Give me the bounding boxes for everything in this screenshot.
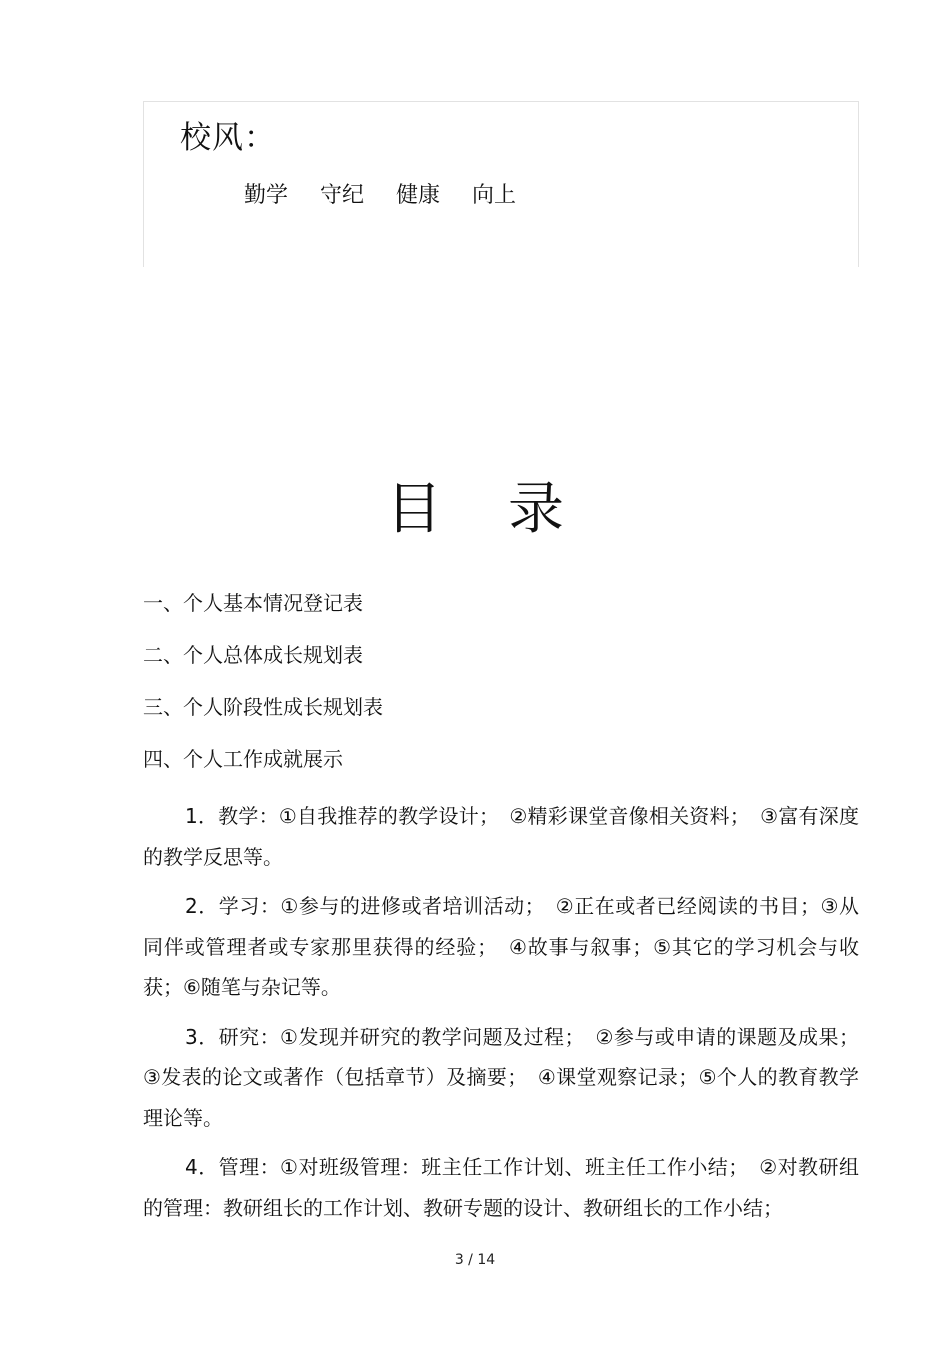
detail-paragraph-teaching: 1．教学：①自我推荐的教学设计； ②精彩课堂音像相关资料； ③富有深度的教学反思等。 — [143, 804, 859, 869]
motto-values — [244, 180, 516, 212]
motto-title: 校风： — [180, 120, 276, 156]
detail-paragraph-learning: 2．学习：①参与的进修或者培训活动； ②正在或者已经阅读的书目；③从同伴或管理者或专家那里获得的经验； ④故事与叙事；⑤其它的学习机会与收获；⑥随笔与杂记等。 — [143, 894, 859, 999]
toc-item: 四、个人工作成就展示 — [143, 747, 343, 771]
toc-title-char: 目 — [386, 477, 442, 542]
motto-value: 守纪 — [320, 183, 365, 208]
motto-value: 健康 — [396, 183, 441, 208]
achievement-details — [143, 796, 859, 1237]
motto-value: 勤学 — [244, 183, 289, 208]
toc-list — [143, 588, 859, 796]
detail-paragraph-research: 3．研究：①发现并研究的教学问题及过程； ②参与或申请的课题及成果；③发表的论文或著作（包括章节）及摘要； ④课堂观察记录；⑤个人的教育教学理论等。 — [143, 1024, 859, 1130]
detail-paragraph-management: 4．管理：①对班级管理：班主任工作计划、班主任工作小结； ②对教研组的管理：教研组长的工作计划、教研专题的设计、教研组长的工作小结； — [143, 1155, 859, 1220]
school-motto-box — [143, 101, 859, 267]
toc-item: 二、个人总体成长规划表 — [143, 643, 363, 667]
motto-value: 向上 — [472, 183, 517, 208]
toc-item: 一、个人基本情况登记表 — [143, 591, 363, 615]
page-number: 3 / 14 — [454, 1252, 496, 1268]
toc-title — [0, 472, 950, 548]
toc-title-char: 录 — [508, 477, 564, 542]
toc-item: 三、个人阶段性成长规划表 — [143, 695, 383, 719]
